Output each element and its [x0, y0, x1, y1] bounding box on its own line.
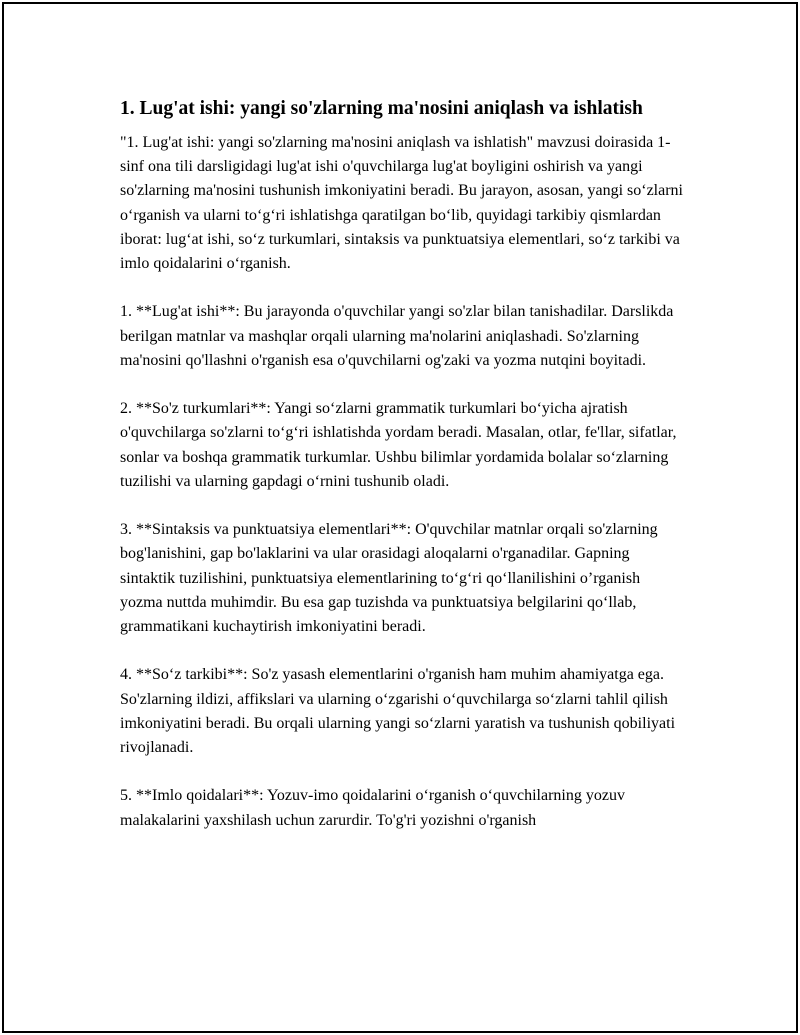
paragraph-lugat-ishi: 1. **Lug'at ishi**: Bu jarayonda o'quvchilar yangi so'zlar bilan tanishadilar. Darslikda berilgan matnlar va mashqlar orqali ularning ma'nolarini aniqlashadi. So'zlarning ma'nosini qo'llashni o'rganish esa o'quvchilarni og'zaki va yozma nutqini boyitadi. — [120, 303, 674, 369]
paragraph-soz-turkumlari: 2. **So'z turkumlari**: Yangi so‘zlarni grammatik turkumlari bo‘yicha ajratish o'quvchilarga so'zlarni to‘g‘ri ishlatishda yordam beradi. Masalan, otlar, fe'llar, sifatlar, sonlar va boshqa grammatik turkumlar. Ushbu bilimlar yordamida bolalar so‘zlarning tuzilishi va ularning gapdagi o‘rnini tushunib oladi. — [120, 400, 677, 490]
paragraph-soz-tarkibi: 4. **So‘z tarkibi**: So'z yasash elementlarini o'rganish ham muhim ahamiyatga ega. So'zlarning ildizi, affikslari va ularning o‘zgarishi o‘quvchilarga so‘zlarni tahlil qilish imkoniyatini beradi. Bu orqali ularning yangi so‘zlarni yaratish va tushunish qobiliyati rivojlanadi. — [120, 666, 676, 757]
paragraph-sintaksis-punktuatsiya: 3. **Sintaksis va punktuatsiya elementlari**: O'quvchilar matnlar orqali so'zlarning bog'lanishini, gap bo'laklarini va ular orasidagi aloqalarni o'rganadilar. Gapning sintaktik tuzilishini, punktuatsiya elementlarining to‘g‘ri qo‘llanilishini o’rganish yozma nuttda muhimdir. Bu esa gap tuzishda va punktuatsiya belgilarini qo‘llab, grammatikani kuchaytirish imkoniyatini beradi. — [120, 521, 658, 636]
document-title: 1. Lug'at ishi: yangi so'zlarning ma'nosini aniqlash va ishlatish — [120, 98, 643, 119]
document-body — [120, 96, 686, 857]
intro-paragraph: "1. Lug'at ishi: yangi so'zlarning ma'nosini aniqlash va ishlatish" mavzusi doirasida 1-sinf ona tili darsligidagi lug'at ishi o'quvchilarga lug'at boyligini oshirish va yangi so'zlarning ma'nosini tushunish imkoniyatini beradi. Bu jarayon, asosan, yangi so‘zlarni o‘rganish va ularni to‘g‘ri ishlatishga qaratilgan bo‘lib, quyidagi tarkibiy qismlardan iborat: lug‘at ishi, so‘z turkumlari, sintaksis va punktuatsiya elementlari, so‘z tarkibi va imlo qoidalarini o‘rganish. — [120, 134, 683, 273]
paragraph-imlo-qoidalari: 5. **Imlo qoidalari**: Yozuv-imo qoidalarini o‘rganish o‘quvchilarning yozuv malakalarini yaxshilash uchun zarurdir. To'g'ri yozishni o'rganish — [120, 787, 625, 829]
document-page — [2, 2, 798, 1033]
